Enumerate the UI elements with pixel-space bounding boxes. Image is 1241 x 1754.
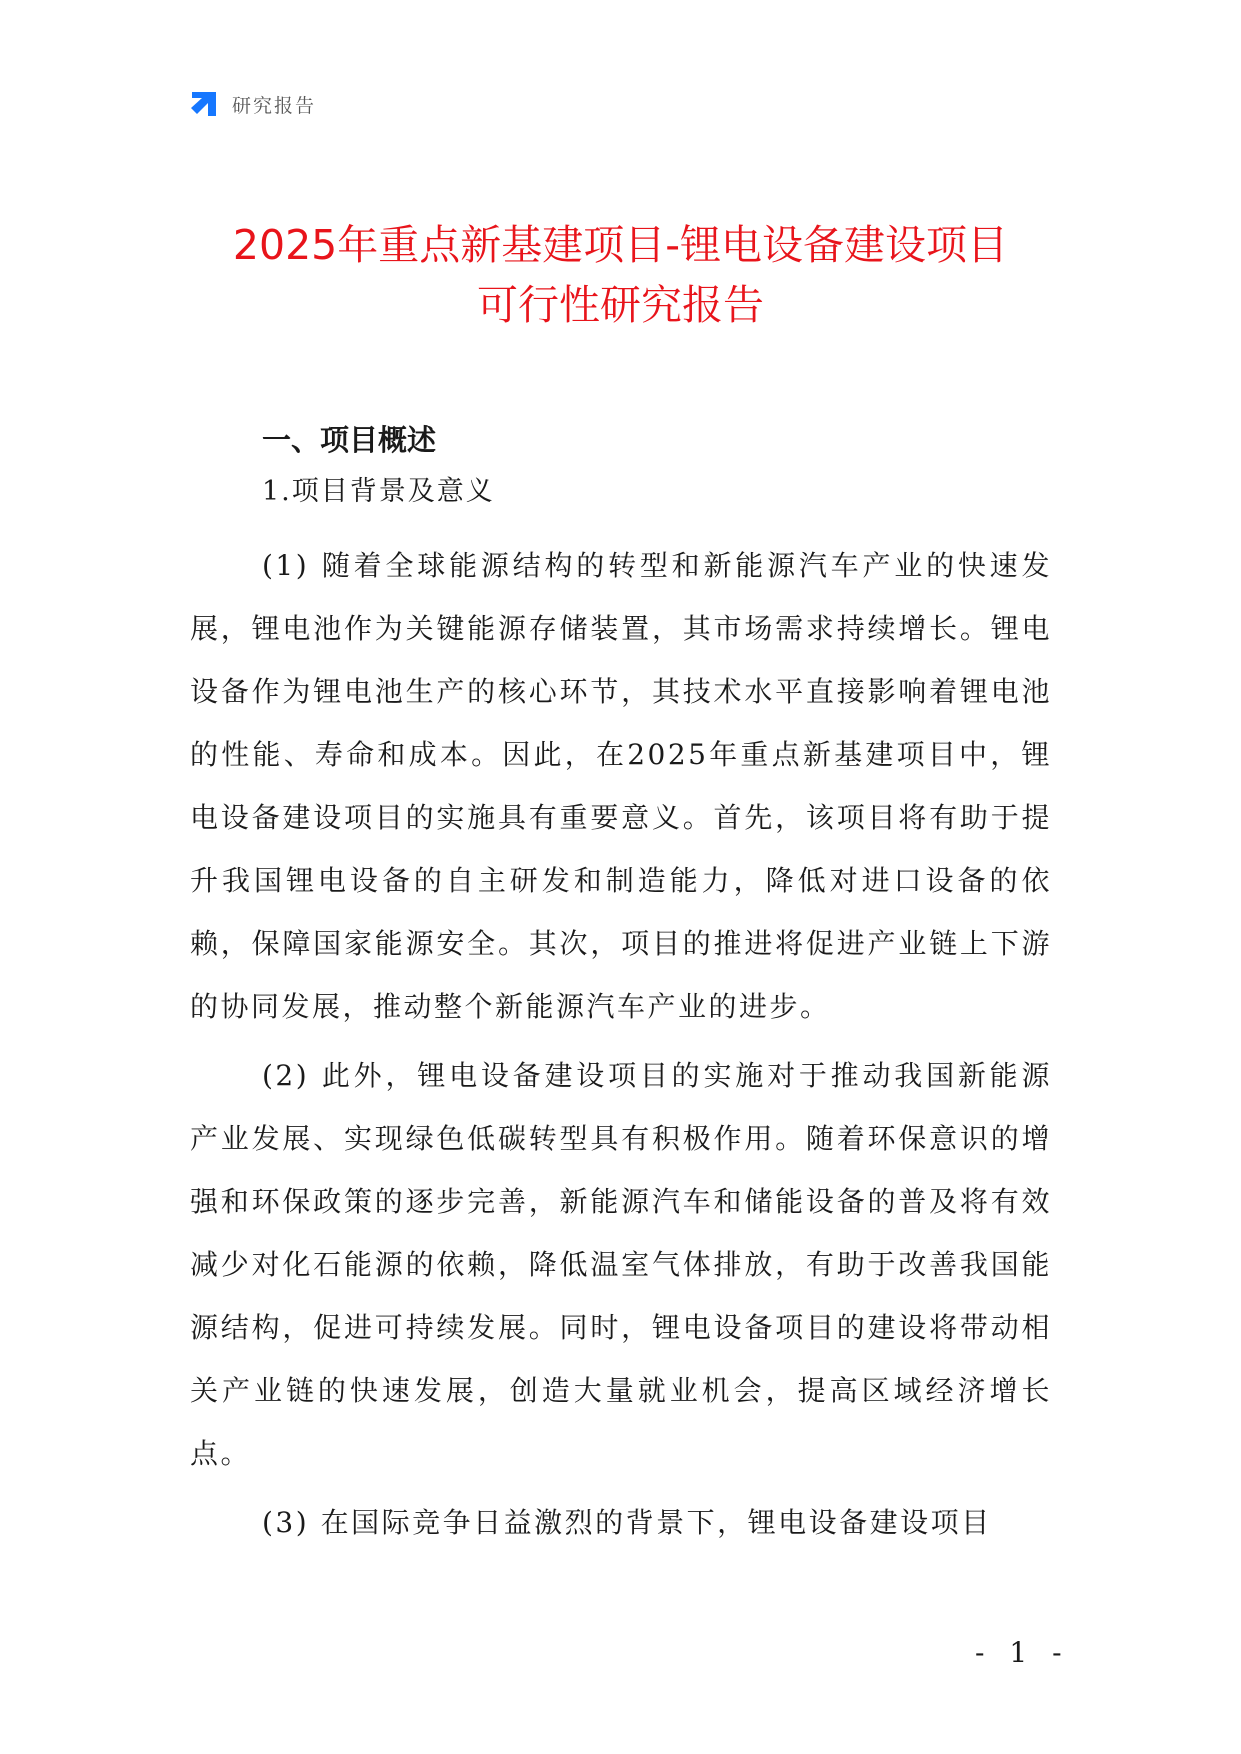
title-line-1: 2025年重点新基建项目-锂电设备建设项目 — [232, 221, 1009, 269]
title-line-2: 可行性研究报告 — [477, 281, 764, 329]
header-label: 研究报告 — [232, 94, 317, 117]
page-number: - 1 - — [975, 1636, 1070, 1669]
document-body — [190, 420, 1052, 1560]
section-heading: 一、项目概述 — [262, 423, 437, 457]
paragraph-3: (3) 在国际竞争日益激烈的背景下，锂电设备建设项目 — [262, 1506, 992, 1539]
report-header — [188, 88, 316, 120]
paragraph-1: (1) 随着全球能源结构的转型和新能源汽车产业的快速发展，锂电池作为关键能源存储装置，其市场需求持续增长。锂电设备作为锂电池生产的核心环节，其技术水平直接影响着锂电池的性能、寿命和成本。因此，在2025年重点新基建项目中，锂电设备建设项目的实施具有重要意义。首先，该项目将有助于提升我国锂电设备的自主研发和制造能力，降低对进口设备的依赖，保障国家能源安全。其次，项目的推进将促进产业链上下游的协同发展，推动整个新能源汽车产业的进步。 — [190, 549, 1052, 1023]
section-subheading: 1.项目背景及意义 — [262, 476, 495, 507]
paragraph-2: (2) 此外，锂电设备建设项目的实施对于推动我国新能源产业发展、实现绿色低碳转型具有积极作用。随着环保意识的增强和环保政策的逐步完善，新能源汽车和储能设备的普及将有效减少对化石能源的依赖，降低温室气体排放，有助于改善我国能源结构，促进可持续发展。同时，锂电设备项目的建设将带动相关产业链的快速发展，创造大量就业机会，提高区域经济增长点。 — [190, 1059, 1052, 1470]
arrow-logo-icon — [188, 88, 220, 120]
document-title — [160, 215, 1081, 335]
